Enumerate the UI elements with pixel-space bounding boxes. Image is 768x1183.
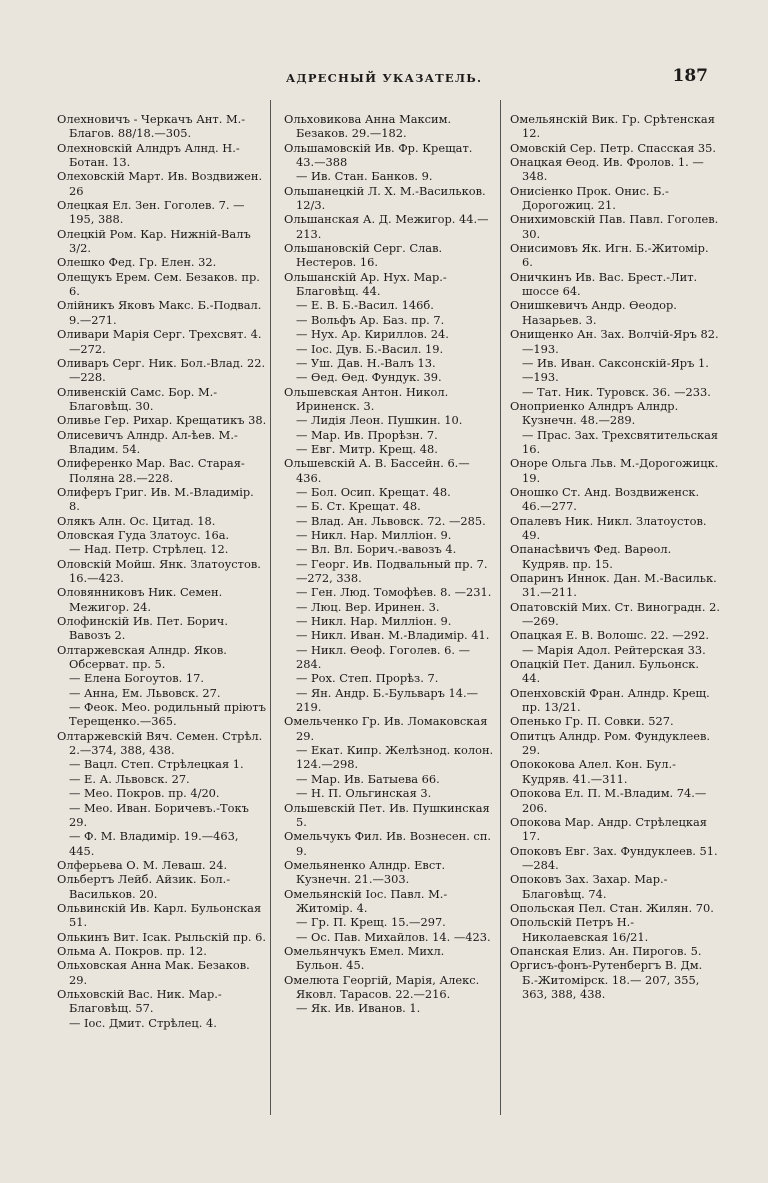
directory-entry: Олещукъ Ерем. Сем. Безаков. пр. 6.	[57, 269, 260, 299]
directory-entry: Ольшанецкій Л. Х. М.-Васильков. 12/3.	[284, 183, 486, 213]
directory-entry: Оношко Ст. Анд. Воздвиженск. 46.—277.	[510, 484, 700, 514]
column-divider	[270, 100, 271, 1115]
directory-entry: Олисевичъ Алндр. Ал-ѣев. М.-Владим. 54.	[57, 427, 238, 456]
directory-entry: Олтаржевская Алндр. Яков. Обсерват. пр. 5. — Елена Богоутов. 17. — Анна, Ем. Львовск. 27. — Феок. Мео. родильный пріютъ Терещенко.—365.	[57, 642, 266, 729]
directory-entry: Омельянчукъ Емел. Михл. Бульон. 45.	[284, 943, 445, 973]
directory-entry: Опокова Ел. П. М.-Владим. 74.—206.	[510, 786, 707, 815]
directory-entry: Опококова Алел. Кон. Бул.-Кудряв. 41.—311.	[510, 757, 676, 786]
directory-entry: Олійникъ Яковъ Макс. Б.-Подвал. 9.—271.	[57, 298, 262, 327]
directory-entry: Ольшанскій Ар. Нух. Мар.-Благовѣщ. 44. — Е. В. Б.-Васил. 146б. — Вольфъ Ар. Баз. пр. 7. — Нух. Ар. Кириллов. 24. — Іос. Дув. Б.-Васил. 19. — Уш. Дав. Н.-Валъ 13. — Өед. Өед. Фундук. 39.	[284, 269, 449, 385]
directory-entry: Оргисъ-фонъ-Рутенбергъ В. Дм. Б.-Житомірск. 18.— 207, 355, 363, 388, 438.	[510, 958, 703, 1001]
directory-entry: Ольховикова Анна Максим. Безаков. 29.—182.	[284, 112, 452, 141]
directory-column-1	[57, 112, 267, 1030]
directory-entry: Опацкая Е. В. Волошс. 22. —292. — Марія Адол. Рейтерская 33.	[510, 628, 709, 657]
directory-entry: Опоковъ Зах. Захар. Мар.-Благовѣщ. 74.	[510, 872, 668, 901]
directory-entry: Омельчукъ Фил. Ив. Вознесен. сп. 9.	[284, 829, 492, 858]
directory-entry: Ольбертъ Лейб. Айзик. Бол.-Васильков. 20.	[57, 872, 231, 901]
directory-entry: Олькинъ Вит. Ісак. Рыльскій пр. 6.	[57, 929, 266, 944]
directory-entry: Омелюта Георгій, Марія, Алекс. Яковл. Тарасов. 22.—216. — Як. Ив. Иванов. 1.	[284, 972, 480, 1016]
directory-entry: Ольшамовскій Ив. Фр. Крещат. 43.—388 — Ив. Стан. Банков. 9.	[284, 140, 473, 184]
directory-entry: Оловская Гуда Златоус. 16а. — Над. Петр. Стрѣлец. 12.	[57, 527, 230, 557]
directory-entry: Онишкевичъ Андр. Өеодор. Назарьев. 3.	[510, 298, 677, 327]
directory-entry: Опокова Мар. Андр. Стрѣлецкая 17.	[510, 814, 707, 844]
directory-entry: Опанская Елиз. Ан. Пирогов. 5.	[510, 943, 702, 958]
directory-entry: Опатовскій Мих. Ст. Виноградн. 2.—269.	[510, 599, 721, 629]
directory-entry: Олеховскій Март. Ив. Воздвижен. 26	[57, 169, 263, 198]
directory-entry: Опаринъ Иннок. Дан. М.-Васильк. 31.—211.	[510, 571, 717, 600]
directory-entry: Оловскій Мойш. Янк. Златоустов. 16.—423.	[57, 556, 261, 585]
directory-entry: Ольшевскій А. В. Бассейн. 6.—436. — Бол. Осип. Крещат. 48. — Б. Ст. Крещат. 48. — Влад. Ан. Львовск. 72. —285. — Никл. Нар. Милліон. 9. — Вл. Вл. Борич.-вавозъ 4. — Георг. Ив. Подвальный пр. 7.—272, 338. — Ген. Люд. Томофѣев. 8. —231. — Люц. Вер. Иринен. 3. — Никл. Нар. Милліон. 9. — Никл. Иван. М.-Владимір. 41. — Никл. Өеоф. Гоголев. 6. —284. — Рох. Степ. Прорѣз. 7. — Ян. Андр. Б.-Бульваръ 14.—219.	[284, 456, 492, 715]
directory-entry: Оливье Гер. Рихар. Крещатикъ 38.	[57, 413, 267, 428]
directory-entry: Олиферъ Григ. Ив. М.-Владимір. 8.	[57, 484, 254, 514]
directory-entry: Опольская Пел. Стан. Жилян. 70.	[510, 900, 714, 915]
directory-entry: Оноре Ольга Льв. М.-Дорогожицк. 19.	[510, 456, 719, 485]
directory-entry: Оливаръ Серг. Ник. Бол.-Влад. 22.—228.	[57, 355, 266, 385]
directory-entry: Олехновичъ - Черкачъ Ант. М.-Благов. 88/18.—305.	[57, 112, 246, 141]
directory-entry: Олецкій Ром. Кар. Нижній-Валъ 3/2.	[57, 226, 251, 256]
directory-entry: Опацкій Пет. Данил. Бульонск. 44.	[510, 657, 700, 686]
directory-entry: Онацкая Өеод. Ив. Фролов. 1. —348.	[510, 155, 704, 184]
directory-entry: Олешко Фед. Гр. Елен. 32.	[57, 255, 217, 270]
column-divider	[500, 100, 501, 1115]
directory-entry: Ольшевская Антон. Никол. Ириненск. 3. — Лидія Леон. Пушкин. 10. — Мар. Ив. Прорѣзн. 7. — Евг. Митр. Крещ. 48.	[284, 384, 463, 456]
directory-entry: Опитцъ Алндр. Ром. Фундуклеев. 29.	[510, 728, 710, 758]
directory-entry: Оливенскій Самс. Бор. М.-Благовѣщ. 30.	[57, 384, 218, 413]
directory-entry: Олецкая Ел. Зен. Гоголев. 7. —195, 388.	[57, 198, 245, 227]
directory-entry: Опанасѣвичъ Фед. Варөол. Кудряв. пр. 15.	[510, 542, 672, 571]
directory-entry: Ольшанская А. Д. Межигор. 44.—213.	[284, 212, 489, 241]
directory-entry: Ольшевскій Пет. Ив. Пушкинская 5.	[284, 800, 490, 829]
directory-entry: Омельченко Гр. Ив. Ломаковская 29. — Екат. Кипр. Желѣзнод. колон. 124.—298. — Мар. Ив. Батыева 66. — Н. П. Ольгинская 3.	[284, 714, 494, 801]
directory-entry: Опенховскій Фран. Алндр. Крещ. пр. 13/21.	[510, 685, 710, 715]
directory-entry: Оноприенко Алндръ Алндр. Кузнечн. 48.—289. — Прас. Зах. Трехсвятительская 16.	[510, 398, 719, 456]
directory-entry: Омельянскій Вик. Гр. Срѣтенская 12.	[510, 112, 715, 141]
directory-entry: Олехновскій Алндръ Алнд. Н.-Ботан. 13.	[57, 140, 240, 170]
directory-entry: Опалевъ Ник. Никл. Златоустов. 49.	[510, 513, 707, 542]
directory-entry: Онисіенко Прок. Онис. Б.-Дорогожиц. 21.	[510, 183, 669, 213]
directory-entry: Оливари Марія Серг. Трехсвят. 4.—272.	[57, 327, 262, 356]
directory-entry: Ольвинскій Ив. Карл. Бульонская 51.	[57, 900, 262, 930]
page-number: 187	[672, 66, 708, 86]
directory-entry: Онисимовъ Як. Игн. Б.-Житомір. 6.	[510, 241, 709, 270]
directory-entry: Ольшановскій Серг. Слав. Нестеров. 16.	[284, 241, 443, 270]
directory-entry: Опенько Гр. П. Совки. 527.	[510, 714, 674, 729]
directory-entry: Онищенко Ан. Зах. Волчій-Яръ 82.—193. — Ив. Иван. Саксонскій-Яръ 1.—193. — Тат. Ник. Туровск. 36. —233.	[510, 327, 719, 399]
directory-entry: Оничкинъ Ив. Вас. Брест.-Лит. шоссе 64.	[510, 269, 698, 299]
directory-entry: Олтаржевскій Вяч. Семен. Стрѣл. 2.—374, 388, 438. — Вацл. Степ. Стрѣлецкая 1. — Е. А. Львовск. 27. — Мео. Покров. пр. 4/20. — Мео. Иван. Боричевъ.-Токъ 29. — Ф. М. Владимір. 19.—463, 445.	[57, 728, 263, 858]
directory-entry: Онихимовскій Пав. Павл. Гоголев. 30.	[510, 212, 719, 241]
directory-entry: Оловянниковъ Ник. Семен. Межигор. 24.	[57, 585, 223, 614]
directory-entry: Омельянскій Іос. Павл. М.-Житомір. 4. — Гр. П. Крещ. 15.—297. — Ос. Пав. Михайлов. 14. —423.	[284, 886, 491, 944]
running-header: АДРЕСНЫЙ УКАЗАТЕЛЬ.	[285, 71, 483, 85]
directory-entry: Омовскій Сер. Петр. Спасская 35.	[510, 140, 717, 155]
directory-entry: Опоковъ Евг. Зах. Фундуклеев. 51.—284.	[510, 843, 718, 872]
directory-entry: Ольховская Анна Мак. Безаков. 29.	[57, 958, 250, 987]
directory-entry: Олофинскій Ив. Пет. Борич. Вавозъ 2.	[57, 614, 228, 643]
directory-entry: Опольскій Петръ Н.-Николаевская 16/21.	[510, 915, 649, 944]
directory-column-2	[284, 112, 494, 1016]
directory-entry: Олферьева О. М. Леваш. 24.	[57, 857, 228, 872]
directory-entry: Олякъ Алн. Ос. Цитад. 18.	[57, 513, 216, 528]
directory-column-3	[510, 112, 720, 1001]
directory-entry: Ольховскій Вас. Ник. Мар.-Благовѣщ. 57. — Іос. Дмит. Стрѣлец. 4.	[57, 986, 222, 1030]
directory-entry: Омельяненко Алндр. Евст. Кузнечн. 21.—303.	[284, 857, 446, 887]
directory-entry: Ольма А. Покров. пр. 12.	[57, 943, 207, 958]
directory-entry: Олиференко Мар. Вас. Старая-Поляна 28.—228.	[57, 456, 245, 485]
